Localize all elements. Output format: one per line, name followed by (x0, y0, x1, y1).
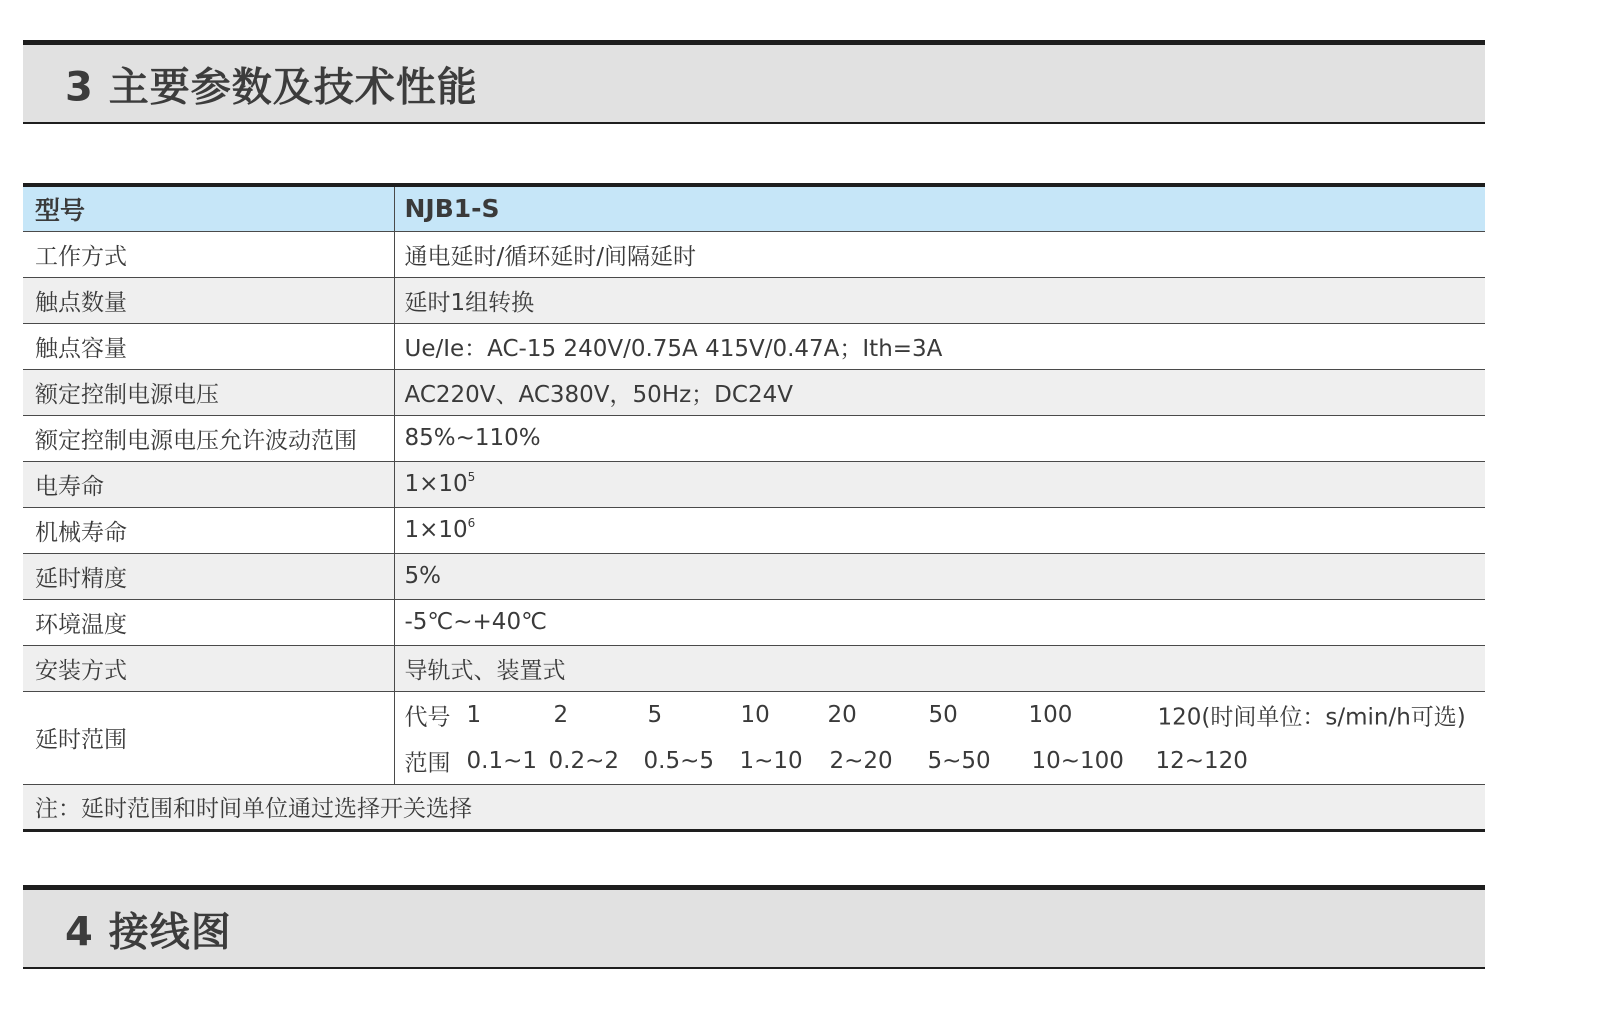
range-cell: 10~100 (1031, 747, 1124, 774)
row-label: 机械寿命 (23, 507, 394, 553)
row-value (394, 507, 1485, 553)
row-value: 5% (394, 553, 1485, 599)
range-cell: 0.5~5 (643, 747, 714, 774)
header-label: 型号 (23, 185, 394, 231)
code-cell: 5 (647, 701, 663, 728)
code-cell: 10 (740, 701, 770, 728)
note-text: 注：延时范围和时间单位通过选择开关选择 (23, 784, 1485, 830)
section-3-title: 3 主要参数及技术性能 (65, 64, 478, 110)
section-4-title: 4 接线图 (65, 909, 232, 955)
value-base: 1×10 (404, 517, 468, 543)
value-exponent: 5 (467, 470, 476, 484)
table-row (23, 553, 1485, 599)
range-cell: 5~50 (927, 747, 991, 774)
value-exponent: 6 (467, 516, 476, 530)
range-cell: 2~20 (829, 747, 893, 774)
range-cell: 0.1~1 (466, 747, 537, 774)
note-row (23, 784, 1485, 830)
delay-range-grid-cell (394, 691, 1485, 784)
range-cell: 1~10 (739, 747, 803, 774)
value-base: 1×10 (404, 471, 468, 497)
row-label: 额定控制电源电压允许波动范围 (23, 415, 394, 461)
code-cell: 120(时间单位：s/min/h可选) (1157, 704, 1466, 730)
delay-range-label: 延时范围 (23, 691, 394, 784)
row-label: 额定控制电源电压 (23, 369, 394, 415)
row-value: 85%~110% (394, 415, 1485, 461)
table-row (23, 231, 1485, 277)
row-value: 延时1组转换 (394, 277, 1485, 323)
table-row (23, 599, 1485, 645)
table-row (23, 507, 1485, 553)
row-label: 延时精度 (23, 553, 394, 599)
delay-range-row (23, 691, 1485, 784)
row-label: 环境温度 (23, 599, 394, 645)
row-value: 导轨式、装置式 (394, 645, 1485, 691)
row-label: 触点容量 (23, 323, 394, 369)
delay-range-grid (395, 692, 1486, 784)
table-row (23, 645, 1485, 691)
row-value: AC220V、AC380V，50Hz；DC24V (394, 369, 1485, 415)
table-header-row (23, 185, 1485, 231)
section-4-header (23, 885, 1485, 969)
row-label: 触点数量 (23, 277, 394, 323)
code-row-label: 代号 (404, 704, 451, 730)
range-row-label: 范围 (404, 750, 451, 776)
row-value: -5℃~+40℃ (394, 599, 1485, 645)
table-row (23, 461, 1485, 507)
table-row (23, 369, 1485, 415)
range-cell: 0.2~2 (548, 747, 619, 774)
code-cell: 2 (553, 701, 569, 728)
row-value (394, 461, 1485, 507)
table-row (23, 415, 1485, 461)
row-label: 电寿命 (23, 461, 394, 507)
code-cell: 20 (827, 701, 857, 728)
code-cell: 50 (928, 701, 958, 728)
code-cell: 1 (466, 701, 482, 728)
section-3-header (23, 40, 1485, 124)
range-cell: 12~120 (1155, 747, 1248, 774)
table-row (23, 323, 1485, 369)
spec-table (23, 183, 1485, 832)
range-row (395, 738, 1486, 784)
code-row (395, 692, 1486, 738)
table-row (23, 277, 1485, 323)
row-label: 安装方式 (23, 645, 394, 691)
code-cell: 100 (1028, 701, 1073, 728)
row-label: 工作方式 (23, 231, 394, 277)
row-value: Ue/Ie：AC-15 240V/0.75A 415V/0.47A；Ith=3A (394, 323, 1485, 369)
header-value: NJB1-S (394, 185, 1485, 231)
row-value: 通电延时/循环延时/间隔延时 (394, 231, 1485, 277)
